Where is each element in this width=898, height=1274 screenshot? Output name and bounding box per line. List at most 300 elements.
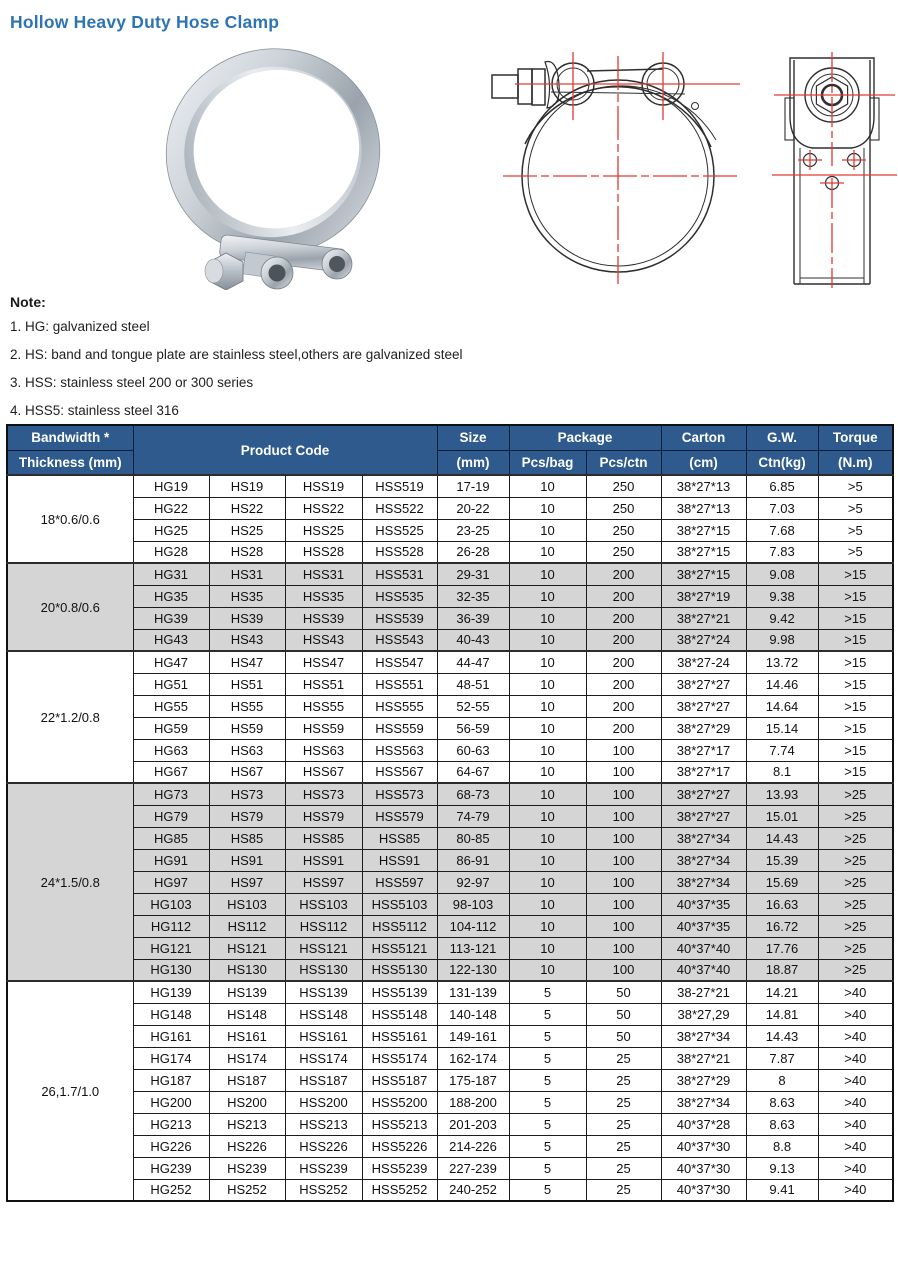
product-code-hss: HSS103	[285, 893, 362, 915]
torque-nm: >15	[818, 563, 893, 585]
col-header-package: Package	[509, 425, 661, 450]
carton-cm: 38*27*21	[661, 1047, 746, 1069]
product-code-hss: HSS59	[285, 717, 362, 739]
col-header-gw: G.W.	[746, 425, 818, 450]
torque-nm: >40	[818, 1135, 893, 1157]
pcs-per-bag: 5	[509, 1157, 586, 1179]
size-mm: 32-35	[437, 585, 509, 607]
product-code-hg: HG121	[133, 937, 209, 959]
pcs-per-ctn: 250	[586, 519, 661, 541]
product-code-hg: HG67	[133, 761, 209, 783]
product-code-hg: HG112	[133, 915, 209, 937]
table-row	[7, 585, 893, 607]
table-row	[7, 475, 893, 497]
product-code-hg: HG47	[133, 651, 209, 673]
table-row	[7, 893, 893, 915]
product-code-hss5: HSS525	[362, 519, 437, 541]
size-mm: 26-28	[437, 541, 509, 563]
product-code-hs: HS79	[209, 805, 285, 827]
product-code-hss5: HSS531	[362, 563, 437, 585]
pcs-per-bag: 10	[509, 497, 586, 519]
pcs-per-bag: 10	[509, 849, 586, 871]
pcs-per-bag: 10	[509, 475, 586, 497]
col-header-product-code: Product Code	[133, 425, 437, 475]
product-code-hs: HS139	[209, 981, 285, 1003]
product-code-hss5: HSS528	[362, 541, 437, 563]
product-code-hss: HSS31	[285, 563, 362, 585]
carton-cm: 38*27*29	[661, 717, 746, 739]
product-code-hss5: HSS5226	[362, 1135, 437, 1157]
table-row	[7, 1157, 893, 1179]
table-row	[7, 695, 893, 717]
carton-cm: 40*37*28	[661, 1113, 746, 1135]
pcs-per-ctn: 200	[586, 563, 661, 585]
table-row	[7, 959, 893, 981]
product-code-hs: HS39	[209, 607, 285, 629]
carton-cm: 38*27*34	[661, 1025, 746, 1047]
product-code-hs: HS121	[209, 937, 285, 959]
product-code-hss: HSS35	[285, 585, 362, 607]
product-code-hs: HS187	[209, 1069, 285, 1091]
pcs-per-bag: 10	[509, 739, 586, 761]
side-centerlines	[772, 52, 897, 288]
size-mm: 68-73	[437, 783, 509, 805]
pcs-per-ctn: 100	[586, 871, 661, 893]
product-code-hss: HSS47	[285, 651, 362, 673]
product-code-hss: HSS39	[285, 607, 362, 629]
product-code-hg: HG22	[133, 497, 209, 519]
notes-list	[10, 319, 880, 418]
size-mm: 149-161	[437, 1025, 509, 1047]
product-code-hs: HS252	[209, 1179, 285, 1201]
product-code-hg: HG130	[133, 959, 209, 981]
table-row	[7, 1025, 893, 1047]
table-row	[7, 563, 893, 585]
table-row	[7, 1135, 893, 1157]
product-code-hss: HSS55	[285, 695, 362, 717]
pcs-per-bag: 10	[509, 915, 586, 937]
pcs-per-ctn: 50	[586, 981, 661, 1003]
product-code-hg: HG73	[133, 783, 209, 805]
size-mm: 122-130	[437, 959, 509, 981]
table-row	[7, 497, 893, 519]
pcs-per-ctn: 100	[586, 849, 661, 871]
spec-table-body	[7, 475, 893, 1201]
size-mm: 188-200	[437, 1091, 509, 1113]
size-mm: 201-203	[437, 1113, 509, 1135]
product-code-hs: HS73	[209, 783, 285, 805]
product-code-hss5: HSS5112	[362, 915, 437, 937]
pcs-per-ctn: 200	[586, 585, 661, 607]
bandwidth-thickness-cell: 20*0.8/0.6	[7, 563, 133, 651]
note-item: 2. HS: band and tongue plate are stainless steel,others are galvanized steel	[10, 347, 463, 362]
carton-cm: 40*37*30	[661, 1157, 746, 1179]
size-mm: 92-97	[437, 871, 509, 893]
pcs-per-bag: 5	[509, 1069, 586, 1091]
product-code-hss5: HSS85	[362, 827, 437, 849]
product-code-hss: HSS43	[285, 629, 362, 651]
table-row	[7, 1047, 893, 1069]
col-header-carton-unit: (cm)	[661, 450, 746, 475]
product-code-hss: HSS91	[285, 849, 362, 871]
pcs-per-bag: 10	[509, 563, 586, 585]
product-code-hss: HSS213	[285, 1113, 362, 1135]
bandwidth-thickness-cell: 18*0.6/0.6	[7, 475, 133, 563]
front-view-technical-drawing	[487, 44, 745, 289]
pcs-per-bag: 5	[509, 1135, 586, 1157]
product-code-hg: HG28	[133, 541, 209, 563]
pcs-per-bag: 10	[509, 585, 586, 607]
product-code-hss: HSS63	[285, 739, 362, 761]
notes-heading: Note:	[10, 294, 46, 310]
note-item: 3. HSS: stainless steel 200 or 300 series	[10, 375, 254, 390]
product-code-hss5: HSS547	[362, 651, 437, 673]
col-header-pcs-ctn: Pcs/ctn	[586, 450, 661, 475]
product-code-hss5: HSS5139	[362, 981, 437, 1003]
product-code-hs: HS226	[209, 1135, 285, 1157]
product-code-hg: HG39	[133, 607, 209, 629]
product-code-hss: HSS97	[285, 871, 362, 893]
product-code-hss: HSS28	[285, 541, 362, 563]
gw-ctn-kg: 8.8	[746, 1135, 818, 1157]
table-row	[7, 1091, 893, 1113]
gw-ctn-kg: 9.38	[746, 585, 818, 607]
product-code-hss5: HSS563	[362, 739, 437, 761]
torque-nm: >15	[818, 739, 893, 761]
pcs-per-ctn: 100	[586, 915, 661, 937]
pcs-per-ctn: 100	[586, 937, 661, 959]
table-row	[7, 871, 893, 893]
product-code-hss5: HSS5174	[362, 1047, 437, 1069]
torque-nm: >25	[818, 959, 893, 981]
table-row	[7, 761, 893, 783]
torque-nm: >25	[818, 805, 893, 827]
pcs-per-ctn: 250	[586, 541, 661, 563]
carton-cm: 38*27*15	[661, 563, 746, 585]
product-code-hss5: HSS5161	[362, 1025, 437, 1047]
torque-nm: >15	[818, 695, 893, 717]
pcs-per-bag: 5	[509, 1047, 586, 1069]
product-code-hss5: HSS539	[362, 607, 437, 629]
torque-nm: >5	[818, 475, 893, 497]
gw-ctn-kg: 16.72	[746, 915, 818, 937]
product-code-hss: HSS51	[285, 673, 362, 695]
pcs-per-bag: 5	[509, 1003, 586, 1025]
torque-nm: >40	[818, 1157, 893, 1179]
table-row	[7, 981, 893, 1003]
pcs-per-ctn: 100	[586, 827, 661, 849]
product-code-hg: HG213	[133, 1113, 209, 1135]
pcs-per-ctn: 200	[586, 607, 661, 629]
size-mm: 20-22	[437, 497, 509, 519]
carton-cm: 38*27*13	[661, 497, 746, 519]
col-header-torque-unit: (N.m)	[818, 450, 893, 475]
product-code-hss5: HSS5121	[362, 937, 437, 959]
col-header-carton: Carton	[661, 425, 746, 450]
pcs-per-ctn: 25	[586, 1091, 661, 1113]
product-code-hg: HG85	[133, 827, 209, 849]
front-outline	[492, 61, 716, 272]
col-header-size: Size	[437, 425, 509, 450]
pcs-per-bag: 10	[509, 629, 586, 651]
gw-ctn-kg: 9.08	[746, 563, 818, 585]
gw-ctn-kg: 15.39	[746, 849, 818, 871]
gw-ctn-kg: 17.76	[746, 937, 818, 959]
product-code-hg: HG19	[133, 475, 209, 497]
torque-nm: >40	[818, 1003, 893, 1025]
product-code-hg: HG59	[133, 717, 209, 739]
pcs-per-ctn: 25	[586, 1069, 661, 1091]
gw-ctn-kg: 14.43	[746, 1025, 818, 1047]
torque-nm: >40	[818, 1091, 893, 1113]
product-code-hg: HG97	[133, 871, 209, 893]
pcs-per-ctn: 25	[586, 1157, 661, 1179]
size-mm: 64-67	[437, 761, 509, 783]
product-code-hss: HSS112	[285, 915, 362, 937]
pcs-per-bag: 10	[509, 651, 586, 673]
page-title: Hollow Heavy Duty Hose Clamp	[10, 12, 280, 32]
pcs-per-ctn: 25	[586, 1047, 661, 1069]
gw-ctn-kg: 8	[746, 1069, 818, 1091]
note-item: 4. HSS5: stainless steel 316	[10, 403, 179, 418]
size-mm: 29-31	[437, 563, 509, 585]
hose-clamp-photo	[148, 40, 404, 290]
product-code-hss5: HSS597	[362, 871, 437, 893]
product-code-hs: HS91	[209, 849, 285, 871]
product-code-hss: HSS79	[285, 805, 362, 827]
product-code-hss5: HSS91	[362, 849, 437, 871]
carton-cm: 38*27*24	[661, 629, 746, 651]
pcs-per-bag: 5	[509, 1113, 586, 1135]
torque-nm: >40	[818, 1113, 893, 1135]
product-code-hss: HSS174	[285, 1047, 362, 1069]
product-code-hss5: HSS555	[362, 695, 437, 717]
product-code-hg: HG43	[133, 629, 209, 651]
product-code-hg: HG139	[133, 981, 209, 1003]
torque-nm: >15	[818, 651, 893, 673]
gw-ctn-kg: 7.74	[746, 739, 818, 761]
carton-cm: 38*27*21	[661, 607, 746, 629]
product-code-hs: HS35	[209, 585, 285, 607]
pcs-per-bag: 10	[509, 871, 586, 893]
pcs-per-bag: 10	[509, 519, 586, 541]
col-header-torque: Torque	[818, 425, 893, 450]
table-row	[7, 717, 893, 739]
torque-nm: >5	[818, 519, 893, 541]
torque-nm: >15	[818, 761, 893, 783]
pcs-per-bag: 5	[509, 1179, 586, 1201]
col-header-gw-unit: Ctn(kg)	[746, 450, 818, 475]
pcs-per-ctn: 25	[586, 1135, 661, 1157]
gw-ctn-kg: 9.13	[746, 1157, 818, 1179]
torque-nm: >15	[818, 717, 893, 739]
bandwidth-thickness-cell: 26,1.7/1.0	[7, 981, 133, 1201]
gw-ctn-kg: 7.68	[746, 519, 818, 541]
gw-ctn-kg: 6.85	[746, 475, 818, 497]
size-mm: 162-174	[437, 1047, 509, 1069]
product-code-hg: HG103	[133, 893, 209, 915]
pcs-per-ctn: 100	[586, 959, 661, 981]
product-code-hg: HG51	[133, 673, 209, 695]
product-code-hg: HG79	[133, 805, 209, 827]
size-mm: 56-59	[437, 717, 509, 739]
pcs-per-ctn: 100	[586, 739, 661, 761]
product-code-hs: HS200	[209, 1091, 285, 1113]
product-code-hss: HSS73	[285, 783, 362, 805]
size-mm: 113-121	[437, 937, 509, 959]
table-row	[7, 519, 893, 541]
pcs-per-bag: 5	[509, 1091, 586, 1113]
product-code-hs: HS85	[209, 827, 285, 849]
table-row	[7, 1069, 893, 1091]
product-code-hss5: HSS559	[362, 717, 437, 739]
product-code-hg: HG25	[133, 519, 209, 541]
product-code-hss: HSS226	[285, 1135, 362, 1157]
carton-cm: 38*27*15	[661, 541, 746, 563]
size-mm: 48-51	[437, 673, 509, 695]
pcs-per-bag: 10	[509, 541, 586, 563]
size-mm: 98-103	[437, 893, 509, 915]
product-code-hs: HS239	[209, 1157, 285, 1179]
gw-ctn-kg: 15.14	[746, 717, 818, 739]
table-row	[7, 651, 893, 673]
pcs-per-ctn: 50	[586, 1025, 661, 1047]
notes-section	[10, 294, 880, 431]
table-row	[7, 629, 893, 651]
col-header-size-unit: (mm)	[437, 450, 509, 475]
clamp-fastener	[205, 234, 352, 290]
carton-cm: 40*37*30	[661, 1135, 746, 1157]
product-code-hs: HS148	[209, 1003, 285, 1025]
product-code-hss: HSS252	[285, 1179, 362, 1201]
product-code-hs: HS112	[209, 915, 285, 937]
pcs-per-bag: 10	[509, 893, 586, 915]
product-code-hss5: HSS567	[362, 761, 437, 783]
product-code-hg: HG35	[133, 585, 209, 607]
size-mm: 36-39	[437, 607, 509, 629]
torque-nm: >25	[818, 915, 893, 937]
table-row	[7, 827, 893, 849]
pcs-per-ctn: 250	[586, 475, 661, 497]
carton-cm: 38*27*34	[661, 827, 746, 849]
size-mm: 240-252	[437, 1179, 509, 1201]
gw-ctn-kg: 14.46	[746, 673, 818, 695]
torque-nm: >40	[818, 1179, 893, 1201]
torque-nm: >40	[818, 1069, 893, 1091]
product-code-hss5: HSS519	[362, 475, 437, 497]
product-code-hs: HS19	[209, 475, 285, 497]
size-mm: 60-63	[437, 739, 509, 761]
pcs-per-ctn: 100	[586, 805, 661, 827]
product-code-hg: HG161	[133, 1025, 209, 1047]
product-code-hss5: HSS5200	[362, 1091, 437, 1113]
size-mm: 80-85	[437, 827, 509, 849]
product-code-hss: HSS200	[285, 1091, 362, 1113]
table-row	[7, 1179, 893, 1201]
bandwidth-thickness-cell: 22*1.2/0.8	[7, 651, 133, 783]
table-row	[7, 607, 893, 629]
carton-cm: 38*27*34	[661, 849, 746, 871]
product-code-hss5: HSS551	[362, 673, 437, 695]
gw-ctn-kg: 9.42	[746, 607, 818, 629]
torque-nm: >15	[818, 607, 893, 629]
gw-ctn-kg: 9.98	[746, 629, 818, 651]
pcs-per-bag: 5	[509, 1025, 586, 1047]
product-code-hs: HS43	[209, 629, 285, 651]
product-code-hs: HS55	[209, 695, 285, 717]
pcs-per-bag: 10	[509, 805, 586, 827]
pcs-per-ctn: 100	[586, 893, 661, 915]
product-code-hss5: HSS5239	[362, 1157, 437, 1179]
size-mm: 214-226	[437, 1135, 509, 1157]
pcs-per-bag: 10	[509, 783, 586, 805]
product-code-hss: HSS187	[285, 1069, 362, 1091]
gw-ctn-kg: 13.72	[746, 651, 818, 673]
carton-cm: 38*27*27	[661, 695, 746, 717]
product-code-hs: HS97	[209, 871, 285, 893]
product-code-hs: HS22	[209, 497, 285, 519]
torque-nm: >5	[818, 497, 893, 519]
pcs-per-ctn: 25	[586, 1113, 661, 1135]
product-code-hss5: HSS5148	[362, 1003, 437, 1025]
side-view-technical-drawing	[772, 48, 897, 291]
carton-cm: 40*37*40	[661, 959, 746, 981]
gw-ctn-kg: 16.63	[746, 893, 818, 915]
table-row	[7, 673, 893, 695]
spec-table	[6, 424, 894, 1202]
product-code-hg: HG200	[133, 1091, 209, 1113]
product-code-hss: HSS139	[285, 981, 362, 1003]
carton-cm: 38*27-24	[661, 651, 746, 673]
product-code-hg: HG148	[133, 1003, 209, 1025]
pcs-per-bag: 10	[509, 959, 586, 981]
product-figures	[0, 40, 898, 292]
pcs-per-bag: 10	[509, 695, 586, 717]
carton-cm: 38*27*19	[661, 585, 746, 607]
product-code-hss5: HSS5130	[362, 959, 437, 981]
carton-cm: 40*37*30	[661, 1179, 746, 1201]
table-row	[7, 805, 893, 827]
product-code-hs: HS161	[209, 1025, 285, 1047]
product-code-hs: HS103	[209, 893, 285, 915]
torque-nm: >40	[818, 1047, 893, 1069]
gw-ctn-kg: 7.83	[746, 541, 818, 563]
pcs-per-bag: 5	[509, 981, 586, 1003]
carton-cm: 38*27*27	[661, 805, 746, 827]
torque-nm: >15	[818, 629, 893, 651]
product-code-hss: HSS85	[285, 827, 362, 849]
size-mm: 44-47	[437, 651, 509, 673]
pcs-per-ctn: 200	[586, 673, 661, 695]
carton-cm: 38*27*34	[661, 871, 746, 893]
product-code-hs: HS130	[209, 959, 285, 981]
gw-ctn-kg: 15.69	[746, 871, 818, 893]
product-code-hss: HSS19	[285, 475, 362, 497]
size-mm: 40-43	[437, 629, 509, 651]
torque-nm: >25	[818, 937, 893, 959]
torque-nm: >40	[818, 981, 893, 1003]
col-header-bandwidth: Bandwidth *	[7, 425, 133, 450]
pcs-per-bag: 10	[509, 937, 586, 959]
table-row	[7, 849, 893, 871]
product-code-hss: HSS22	[285, 497, 362, 519]
note-item: 1. HG: galvanized steel	[10, 319, 150, 334]
product-code-hss5: HSS535	[362, 585, 437, 607]
product-code-hg: HG63	[133, 739, 209, 761]
product-code-hg: HG174	[133, 1047, 209, 1069]
carton-cm: 38*27*13	[661, 475, 746, 497]
torque-nm: >15	[818, 585, 893, 607]
